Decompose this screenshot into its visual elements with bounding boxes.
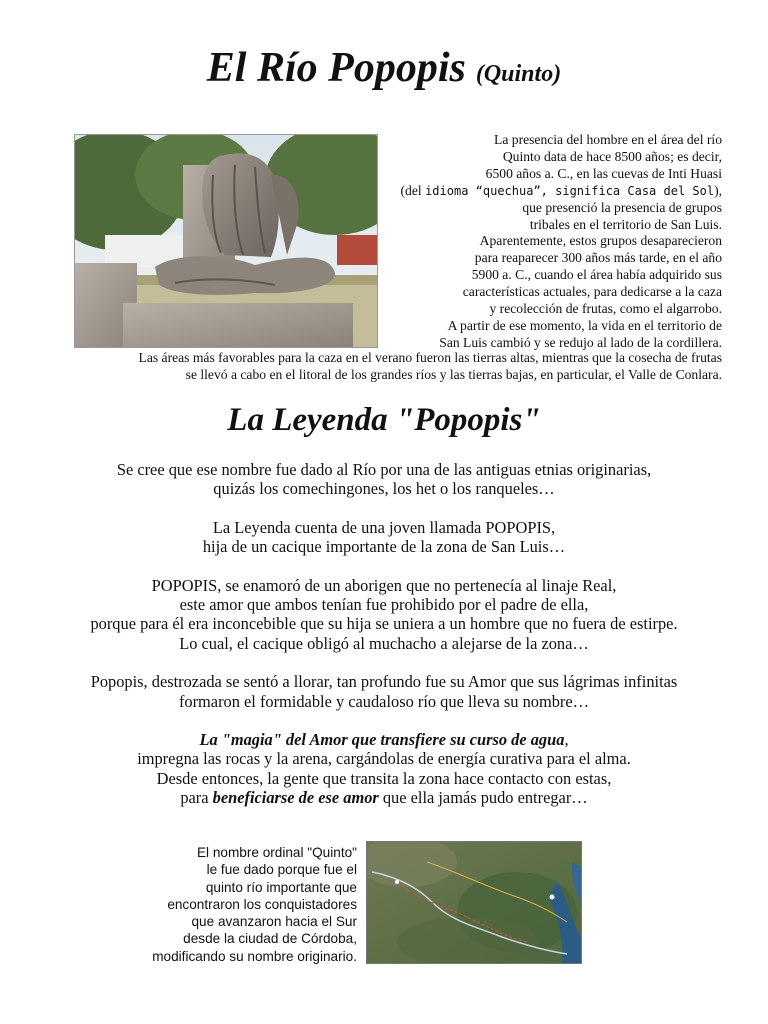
intro-line: características actuales, para dedicarse a la caza: [462, 284, 722, 300]
intro-line: San Luis cambió y se redujo al lado de la cordillera.: [439, 334, 722, 350]
legend-line: hija de un cacique importante de la zona de San Luis…: [202, 537, 566, 557]
intro-line-quechua: [396, 183, 722, 200]
legend-beneficio-emphasis: beneficiarse de ese amor: [212, 788, 379, 808]
legend-magia-emphasis: La "magia" del Amor que transfiere su curso de agua: [199, 730, 565, 750]
page-title: [0, 44, 768, 92]
legend-paragraph: [0, 672, 768, 711]
legend-text: [0, 460, 768, 827]
legend-paragraph: [0, 518, 768, 557]
intro-line: que presenció la presencia de grupos: [522, 199, 722, 215]
legend-paragraph: [0, 576, 768, 654]
intro-text: [396, 132, 722, 352]
intro-quechua-open: (del: [400, 182, 426, 198]
intro-line: 5900 a. C., cuando el área había adquirido sus: [471, 267, 722, 283]
legend-line: porque para él era inconcebible que su hija se uniera a un hombre que no fuera de estirpe.: [90, 614, 678, 634]
title-sub: (Quinto): [475, 61, 562, 87]
intro-line: La presencia del hombre en el área del río: [494, 132, 722, 147]
legend-line: formaron el formidable y caudaloso río que lleva su nombre…: [178, 691, 590, 711]
legend-magia-comma: ,: [564, 730, 569, 750]
legend-line: Se cree que ese nombre fue dado al Río por una de las antiguas etnias originarias,: [116, 460, 652, 479]
legend-line: Lo cual, el cacique obligó al muchacho a alejarse de la zona…: [179, 633, 589, 653]
legend-line: Desde entonces, la gente que transita la zona hace contacto con estas,: [156, 768, 612, 788]
legend-line: impregna las rocas y la arena, cargándolas de energía curativa para el alma.: [137, 749, 631, 769]
note-line: modificando su nombre originario.: [152, 948, 357, 964]
intro-line: para reaparecer 300 años más tarde, en el año: [474, 250, 722, 266]
statue-photo-icon: [75, 135, 377, 347]
legend-beneficio-post: que ella jamás pudo entregar…: [378, 788, 588, 808]
legend-line: Popopis, destrozada se sentó a llorar, tan profundo fue su Amor que sus lágrimas infinitas: [90, 672, 678, 692]
intro-line: Quinto data de hace 8500 años; es decir,: [502, 148, 722, 164]
legend-line: POPOPIS, se enamoró de un aborigen que no pertenecía al linaje Real,: [151, 575, 617, 595]
intro-line: Las áreas más favorables para la caza en el verano fueron las tierras altas, mientras que la cosecha de frutas: [138, 350, 722, 365]
intro-quechua-close: ),: [714, 182, 722, 198]
title-main: El Río Popopis: [206, 45, 466, 91]
statue-photo: [74, 134, 378, 348]
legend-beneficio-pre: para: [180, 788, 213, 808]
legend-line: quizás los comechingones, los het o los ranqueles…: [213, 479, 555, 499]
legend-line: este amor que ambos tenían fue prohibido por el padre de ella,: [179, 595, 589, 615]
satellite-map-icon: [367, 842, 581, 963]
intro-text-full: [22, 350, 722, 384]
note-line: encontraron los conquistadores: [167, 896, 357, 912]
legend-paragraph: [0, 460, 768, 499]
legend-paragraph: [0, 730, 768, 808]
note-line: que avanzaron hacia el Sur: [191, 914, 357, 930]
note-line: El nombre ordinal "Quinto": [196, 845, 357, 860]
legend-heading: La Leyenda "Popopis": [227, 402, 541, 438]
intro-line: A partir de ese momento, la vida en el territorio de: [447, 317, 722, 333]
note-line: le fue dado porque fue el: [206, 862, 357, 878]
intro-line: tribales en el territorio de San Luis.: [529, 216, 722, 232]
legend-line-magia: [0, 730, 768, 749]
intro-line: 6500 años a. C., en las cuevas de Inti Huasi: [485, 165, 722, 181]
intro-line: y recolección de frutas, como el algarrobo.: [489, 301, 722, 317]
quinto-note: [100, 844, 357, 965]
intro-quechua-meaning: idioma “quechua”, significa Casa del Sol: [425, 183, 715, 198]
satellite-map: [366, 841, 582, 964]
intro-line: Aparentemente, estos grupos desaparecieron: [479, 233, 722, 249]
legend-line: La Leyenda cuenta de una joven llamada POPOPIS,: [212, 517, 556, 537]
intro-line: se llevó a cabo en el litoral de los grandes ríos y las tierras bajas, en particular, el Valle de Conlara.: [185, 366, 722, 382]
note-line: quinto río importante que: [205, 879, 357, 895]
note-line: desde la ciudad de Córdoba,: [183, 931, 357, 947]
legend-line-beneficio: [0, 788, 768, 807]
